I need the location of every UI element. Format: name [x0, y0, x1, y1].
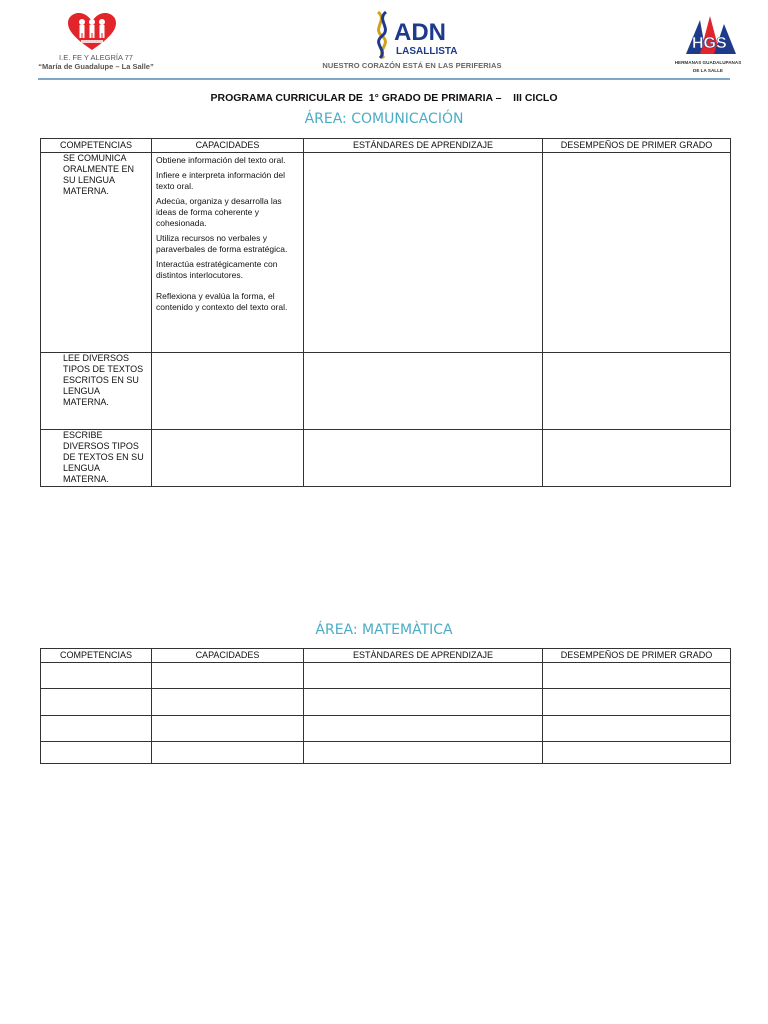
table-header-row [41, 139, 731, 153]
capacidades-cell [152, 689, 304, 716]
capacidades-cell [152, 716, 304, 742]
right-logo-caption-line-2: DE LA SALLE [693, 68, 723, 73]
column-header: DESEMPEÑOS DE PRIMER GRADO [543, 139, 731, 153]
table-row [41, 430, 731, 487]
desempenos-cell [543, 716, 731, 742]
capacidad-item: Infiere e interpreta información del texto oral. [156, 170, 285, 191]
column-header: COMPETENCIAS [41, 139, 152, 153]
school-subtitle: “María de Guadalupe – La Salle” [38, 62, 154, 71]
header-divider [38, 78, 730, 80]
matematica-table [40, 648, 731, 764]
capacidades-cell [152, 153, 304, 353]
capacidad-item: Interactúa estratégicamente con distintos interlocutores. [156, 259, 278, 280]
table-row [41, 742, 731, 764]
school-name-line: I.E. FE Y ALEGRÍA 77 [59, 53, 133, 62]
desempenos-cell [543, 430, 731, 487]
desempenos-cell [543, 153, 731, 353]
fe-y-alegria-heart-logo-icon [66, 12, 118, 52]
table-header-row [41, 649, 731, 663]
comunicacion-table [40, 138, 731, 487]
competencia-cell [41, 742, 152, 764]
table-row [41, 689, 731, 716]
capacidad-item: Obtiene información del texto oral. [156, 155, 286, 165]
hgs-logo-icon [680, 12, 740, 60]
table-row [41, 716, 731, 742]
desempenos-cell [543, 689, 731, 716]
table-row [41, 663, 731, 689]
competencia-cell: SE COMUNICA ORALMENTE EN SU LENGUA MATERNA. [41, 153, 152, 353]
column-header: ESTÀNDARES DE APRENDIZAJE [304, 649, 543, 663]
document-title: PROGRAMA CURRICULAR DE 1° GRADO DE PRIMARIA – III CICLO [210, 92, 558, 104]
estandares-cell [304, 153, 543, 353]
svg-text:HGS: HGS [692, 35, 727, 52]
capacidad-item: Adecúa, organiza y desarrolla las ideas de forma coherente y cohesionada. [156, 196, 282, 228]
capacidad-item: Reflexiona y evalúa la forma, el contenido y contexto del texto oral. [156, 291, 288, 312]
desempenos-cell [543, 353, 731, 430]
estandares-cell [304, 663, 543, 689]
right-logo-caption [670, 59, 746, 75]
competencia-cell [41, 663, 152, 689]
competencia-cell: ESCRIBE DIVERSOS TIPOS DE TEXTOS EN SU LENGUA MATERNA. [41, 430, 152, 487]
table-row [41, 353, 731, 430]
column-header: ESTÁNDARES DE APRENDIZAJE [304, 139, 543, 153]
column-header: DESEMPEÑOS DE PRIMER GRADO [543, 649, 731, 663]
school-name [20, 53, 172, 71]
estandares-cell [304, 716, 543, 742]
adn-logo-text: ADN [394, 19, 446, 46]
column-header: CAPACIDADES [152, 139, 304, 153]
desempenos-cell [543, 742, 731, 764]
capacidades-cell [152, 742, 304, 764]
area-matematica-title: ÁREA: MATEMÀTICA [315, 622, 453, 638]
capacidades-cell [152, 430, 304, 487]
right-logo-caption-line-1: HERMANAS GUADALUPANAS [674, 60, 742, 65]
table-row [41, 153, 731, 353]
capacidad-item: Utiliza recursos no verbales y paraverbales de forma estratégica. [156, 233, 288, 254]
competencia-cell: LEE DIVERSOS TIPOS DE TEXTOS ESCRITOS EN SU LENGUA MATERNA. [41, 353, 152, 430]
lasallista-logo-text: LASALLISTA [396, 46, 458, 57]
area-comunicacion-title: ÁREA: COMUNICACIÓN [304, 111, 464, 127]
desempenos-cell [543, 663, 731, 689]
estandares-cell [304, 353, 543, 430]
motto: NUESTRO CORAZÓN ESTÁ EN LAS PERIFERIAS [322, 61, 502, 70]
column-header: COMPETENCIAS [41, 649, 152, 663]
capacidades-cell [152, 663, 304, 689]
estandares-cell [304, 689, 543, 716]
estandares-cell [304, 430, 543, 487]
adn-lasallista-logo-icon [370, 10, 458, 60]
estandares-cell [304, 742, 543, 764]
competencia-cell [41, 716, 152, 742]
capacidades-cell [152, 353, 304, 430]
column-header: CAPACIDADES [152, 649, 304, 663]
competencia-cell [41, 689, 152, 716]
